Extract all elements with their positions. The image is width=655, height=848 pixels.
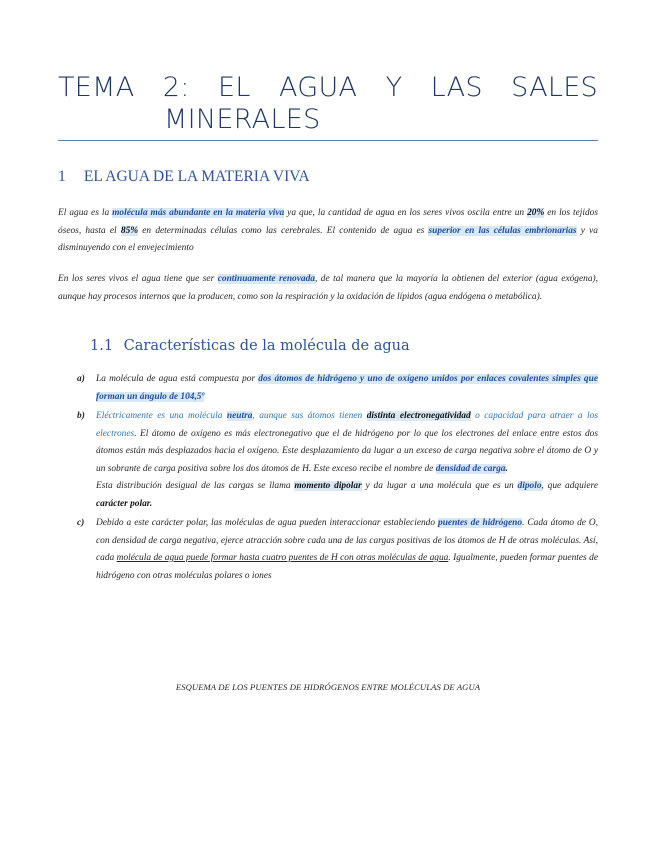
highlight-dipole: dipolo bbox=[517, 481, 542, 491]
bold-polar-character: carácter polar. bbox=[96, 498, 153, 509]
subsection-title: Características de la molécula de agua bbox=[123, 338, 410, 354]
figure-caption: ESQUEMA DE LOS PUENTES DE HIDRÓGENOS ENTRE MOLÉCULAS DE AGUA bbox=[175, 682, 481, 692]
underline-four-bonds: molécula de agua puede formar hasta cuatro puentes de H con otras moléculas de agua bbox=[116, 553, 449, 563]
paragraph-water-renewal: En los seres vivos el agua tiene que ser continuamente renovada, de tal manera que la mayoría la obtienen del exterior (agua exógena), aunque hay procesos internos que la producen, como son la respiración y la oxidación de lípidos (agua endógena o metabólica). bbox=[58, 274, 598, 302]
highlight-most-abundant: molécula más abundante en la materia viva bbox=[112, 208, 285, 218]
title-divider bbox=[58, 140, 598, 141]
list-item-b-continuation: Esta distribución desigual de las cargas se llama momento dipolar y da lugar a una molécula que es un dipolo, que adquiere carácter polar. bbox=[96, 481, 598, 509]
paragraph-water-abundance: El agua es la molécula más abundante en la materia viva ya que, la cantidad de agua en los seres vivos oscila entre un 20% en los tejidos óseos, hasta el 85% en determinadas células como las cerebrales. El contenido de agua es superior en las células embrionarias y va disminuyendo con el envejecimiento bbox=[58, 208, 598, 253]
highlight-composition: dos átomos de hidrógeno y uno de oxígeno unidos por enlaces covalentes simples que forman un ángulo de 104,5º bbox=[96, 374, 598, 402]
highlight-electronegativity: distinta electronegatividad bbox=[366, 411, 471, 421]
section-number: 1 bbox=[58, 168, 66, 185]
highlight-hydrogen-bonds: puentes de hidrógeno bbox=[438, 518, 523, 528]
list-item-c: c) Debido a este carácter polar, las moléculas de agua pueden interaccionar estableciendo puentes de hidrógeno. Cada átomo de O, con densidad de carga negativa, ejerce atracción sobre cada una de las cargas positivas de los átomos de H de otras moléculas. Así, cada molécula de agua puede formar hasta cuatro puentes de H con otras moléculas de agua. Igualmente, pueden formar puentes de hidrógeno con otras moléculas polares o iones bbox=[58, 515, 598, 585]
highlight-charge-density: densidad de carga bbox=[435, 463, 506, 474]
page-title bbox=[58, 72, 598, 136]
subsection-number: 1.1 bbox=[90, 338, 114, 354]
subsection-heading-1-1 bbox=[90, 338, 410, 354]
list-marker: c) bbox=[77, 518, 85, 528]
highlight-85-percent: 85% bbox=[120, 225, 139, 236]
characteristics-list bbox=[58, 371, 598, 587]
list-item-b: b) Eléctricamente es una molécula neutra, aunque sus átomos tienen distinta electronegatividad o capacidad para atraer a los electrones. El átomo de oxígeno es más electronegativo que el de hidrógeno por lo que los electrones del enlace entre estos dos átomos están más desplazados hacia el oxígeno. Este desplazamiento da lugar a un exceso de carga negativa sobre el átomo de O y un sobrante de carga positiva sobre los dos átomos de H. Este exceso recibe el nombre de densidad de carga. Esta distribución desigual de las cargas se llama momento dipolar y da lugar a una molécula que es un dipolo, que adquiere carácter polar. bbox=[58, 408, 598, 513]
section-title: EL AGUA DE LA MATERIA VIVA bbox=[83, 168, 310, 185]
highlight-embryonic: superior en las células embrionarias bbox=[428, 225, 577, 236]
list-marker: a) bbox=[77, 374, 85, 384]
highlight-dipole-moment: momento dipolar bbox=[294, 481, 362, 491]
highlight-neutral: neutra bbox=[226, 411, 253, 421]
highlight-renewed: continuamente renovada bbox=[217, 274, 315, 284]
list-item-a: a) La molécula de agua está compuesta por dos átomos de hidrógeno y uno de oxígeno unidos por enlaces covalentes simples que forman un ángulo de 104,5º bbox=[58, 371, 598, 406]
section-heading-1 bbox=[58, 168, 310, 186]
title-line-2: MINERALES bbox=[164, 104, 321, 135]
list-marker: b) bbox=[77, 411, 85, 421]
highlight-20-percent: 20% bbox=[527, 208, 545, 218]
title-line-1: TEMA 2: EL AGUA Y LAS SALES bbox=[58, 72, 598, 103]
